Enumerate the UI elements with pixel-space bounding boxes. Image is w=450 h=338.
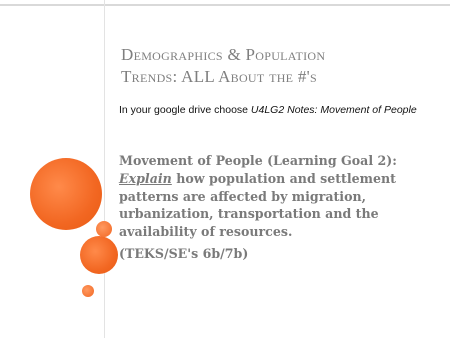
vertical-divider	[104, 0, 105, 338]
instruction-note	[119, 103, 419, 117]
learning-goal-rest: how population and settlement patterns are affected by migration, urbanization, transportation and the availability of resources.	[119, 170, 396, 240]
teks-reference: (TEKS/SE's 6b/7b)	[119, 246, 249, 261]
learning-goal-text	[119, 152, 439, 241]
title-line-2: Trends: ALL About the #'s	[121, 67, 317, 86]
tiny-circle-decoration	[82, 285, 94, 297]
medium-circle-decoration	[80, 236, 118, 274]
explain-keyword: Explain	[119, 170, 172, 186]
small-circle-decoration	[96, 221, 112, 237]
learning-goal-lead: Movement of People (Learning Goal 2):	[119, 153, 397, 168]
title-line-1: Demographics & Population	[121, 45, 326, 64]
note-document-name: U4LG2 Notes: Movement of People	[250, 104, 417, 116]
top-divider	[0, 4, 450, 6]
large-circle-decoration	[30, 158, 102, 230]
slide-title	[121, 44, 436, 88]
note-prefix: In your google drive choose	[119, 104, 251, 116]
